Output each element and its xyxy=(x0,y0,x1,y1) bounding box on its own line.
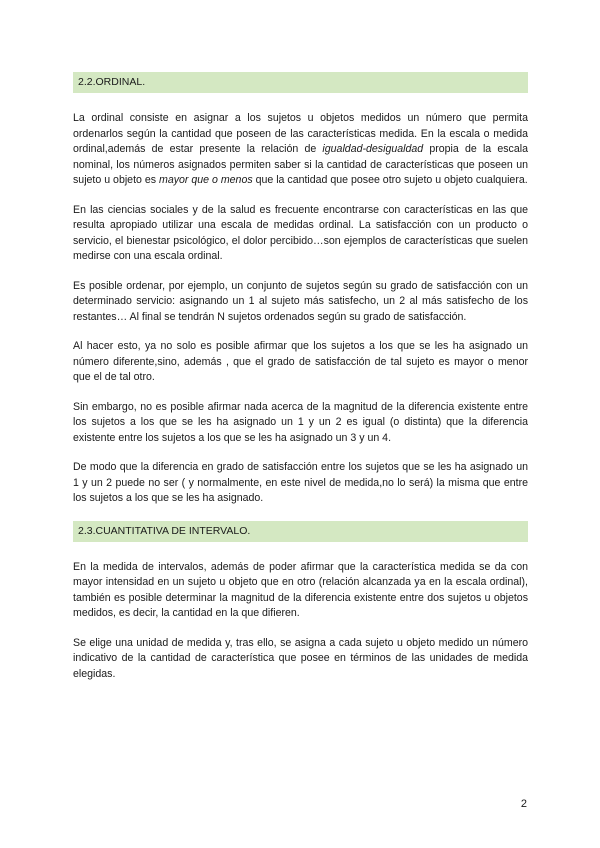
paragraph-medida-intervalos: En la medida de intervalos, además de poder afirmar que la característica medida se da con mayor intensidad en un sujeto u objeto que en otro (relación alcanzada ya en la escala ordinal), también es posible determinar la magnitud de la diferencia existente entre dos sujetos u objetos medidos, es decir, la cantidad en la que difieren. xyxy=(73,560,528,619)
document-page xyxy=(73,72,528,682)
paragraph-sin-embargo: Sin embargo, no es posible afirmar nada acerca de la magnitud de la diferencia existente entre los sujetos a los que se les ha asignado un 1 y un 2 es igual (o distinta) que la diferencia existente entre los sujetos a los que se les ha asignado un 3 y un 4. xyxy=(73,400,528,444)
text-run: propia de la escala nominal, los números asignados permiten saber si la cantidad de características que poseen un sujeto u objeto es xyxy=(73,143,528,186)
paragraph-ciencias-sociales: En las ciencias sociales y de la salud es frecuente encontrarse con características en las que resulta apropiado utilizar una escala de medidas ordinal. La satisfacción con un producto o servicio, el bienestar psicológico, el dolor percibido…son ejemplos de características que suelen medirse con una escala ordinal. xyxy=(73,203,528,262)
text-run: La ordinal consiste en asignar a los sujetos u objetos medidos un número que permita ordenarlos según la cantidad que poseen de las características medida. En la escala o medida ordinal,además de estar presente la relación de xyxy=(73,112,528,155)
paragraph-ordinal-definition xyxy=(73,111,528,189)
text-run: que la cantidad que posee otro sujeto u objeto cualquiera. xyxy=(252,174,528,186)
page-number: 2 xyxy=(520,798,527,810)
emphasis-mayor-menor: mayor que o menos xyxy=(159,174,253,186)
paragraph-al-hacer-esto: Al hacer esto, ya no solo es posible afirmar que los sujetos a los que se les ha asignado un número diferente,sino, además , que el grado de satisfacción de tal sujeto es mayor o menor que el de tal otro. xyxy=(73,340,528,383)
section-heading-intervalo: 2.3.CUANTITATIVA DE INTERVALO. xyxy=(73,521,528,542)
paragraph-ordenar-ejemplo: Es posible ordenar, por ejemplo, un conjunto de sujetos según su grado de satisfacción con un determinado servicio: asignando un 1 al sujeto más satisfecho, un 2 al más satisfecho de los restantes… Al final se tendrán N sujetos ordenados según su grado de satisfacción. xyxy=(73,279,528,323)
section-heading-ordinal: 2.2.ORDINAL. xyxy=(73,72,528,93)
emphasis-igualdad: igualdad-desigualdad xyxy=(322,143,424,155)
paragraph-de-modo-que: De modo que la diferencia en grado de satisfacción entre los sujetos que se les ha asignado un 1 y un 2 puede no ser ( y normalmente, en este nivel de medida,no lo será) la misma que entre los sujetos a los que se les ha asignado. xyxy=(73,461,528,504)
paragraph-unidad-medida: Se elige una unidad de medida y, tras ello, se asigna a cada sujeto u objeto medido un número indicativo de la cantidad de característica que posee en términos de las unidades de medida elegidas. xyxy=(73,636,528,680)
